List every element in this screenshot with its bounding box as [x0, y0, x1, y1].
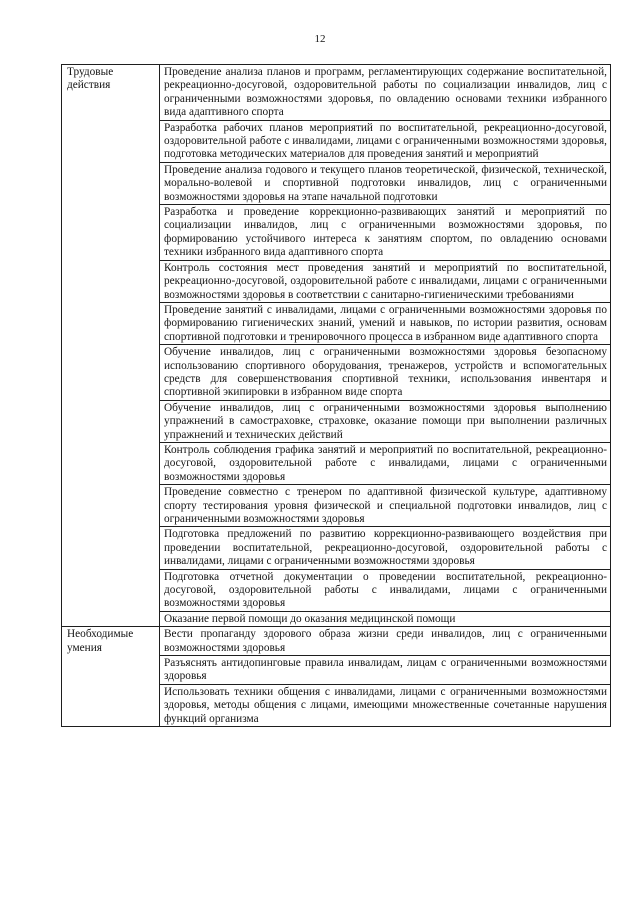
page-number: 12 [314, 33, 326, 45]
table-cell: Вести пропаганду здорового образа жизни среди инвалидов, лиц с ограниченными возможностями здоровья [160, 627, 611, 656]
requirements-table [61, 64, 611, 727]
table-cell: Проведение анализа планов и программ, регламентирующих содержание воспитательной, рекреационно-досуговой, оздоровительной работы по социализации инвалидов, лиц с ограниченными возможностями здоровья, по овладению основами техники избранного вида адаптивного спорта [160, 65, 611, 121]
table-cell: Подготовка предложений по развитию коррекционно-развивающего воздействия при проведении воспитательной, рекреационно-досуговой, оздоровительной работы с инвалидами, лицами с ограниченными возможностями здоровья [160, 527, 611, 569]
table-cell: Обучение инвалидов, лиц с ограниченными возможностями здоровья выполнению упражнений в самостраховке, страховке, оказание помощи при выполнении различных упражнений и технических действий [160, 400, 611, 442]
table-cell: Подготовка отчетной документации о проведении воспитательной, рекреационно-досуговой, оздоровительной работы с инвалидами, лицами с ограниченными возможностями здоровья [160, 569, 611, 611]
table-row [62, 627, 611, 656]
table-row [62, 65, 611, 121]
table-cell: Оказание первой помощи до оказания медицинской помощи [160, 611, 611, 626]
table-cell: Обучение инвалидов, лиц с ограниченными возможностями здоровья безопасному использованию спортивного оборудования, тренажеров, устройств и вспомогательных средств для совершенствования спортивной техники, использования инвентаря и спортивной экипировки в избранном виде спорта [160, 345, 611, 401]
table-cell: Контроль состояния мест проведения занятий и мероприятий по воспитательной, рекреационно-досуговой, оздоровительной работе с инвалидами, лицами с ограниченными возможностями здоровья в соответствии с санитарно-гигиеническими требованиями [160, 260, 611, 302]
section-label-labor-actions: Трудовые действия [62, 65, 160, 627]
table-cell: Разработка и проведение коррекционно-развивающих занятий и мероприятий по социализации инвалидов, лиц с ограниченными возможностями здоровья, по формированию устойчивого интереса к занятиям спортом, по овладению основами техники избранного вида адаптивного спорта [160, 205, 611, 261]
section-label-required-skills: Необходимые умения [62, 627, 160, 727]
table-cell: Проведение анализа годового и текущего планов теоретической, физической, технической, морально-волевой и спортивной подготовки инвалидов, лиц с ограниченными возможностями здоровья на этапе начальной подготовки [160, 162, 611, 204]
table-cell: Проведение занятий с инвалидами, лицами с ограниченными возможностями здоровья по формированию гигиенических знаний, умений и навыков, по истории развития, основам спортивной подготовки и тренировочного процесса в избранном виде адаптивного спорта [160, 302, 611, 344]
table-cell: Проведение совместно с тренером по адаптивной физической культуре, адаптивному спорту тестирования уровня физической и специальной подготовки инвалидов, лиц с ограниченными возможностями здоровья [160, 485, 611, 527]
table-cell: Разработка рабочих планов мероприятий по воспитательной, рекреационно-досуговой, оздоровительной работе с инвалидами, лицами с ограниченными возможностями здоровья, подготовка методических материалов для проведения занятий и мероприятий [160, 120, 611, 162]
table-cell: Контроль соблюдения графика занятий и мероприятий по воспитательной, рекреационно-досуговой, оздоровительной работе с инвалидами, лицами с ограниченными возможностями здоровья [160, 442, 611, 484]
table-cell: Использовать техники общения с инвалидами, лицами с ограниченными возможностями здоровья, методы общения с лицами, имеющими множественные сочетанные нарушения функций организма [160, 684, 611, 726]
table-cell: Разъяснять антидопинговые правила инвалидам, лицам с ограниченными возможностями здоровья [160, 656, 611, 685]
